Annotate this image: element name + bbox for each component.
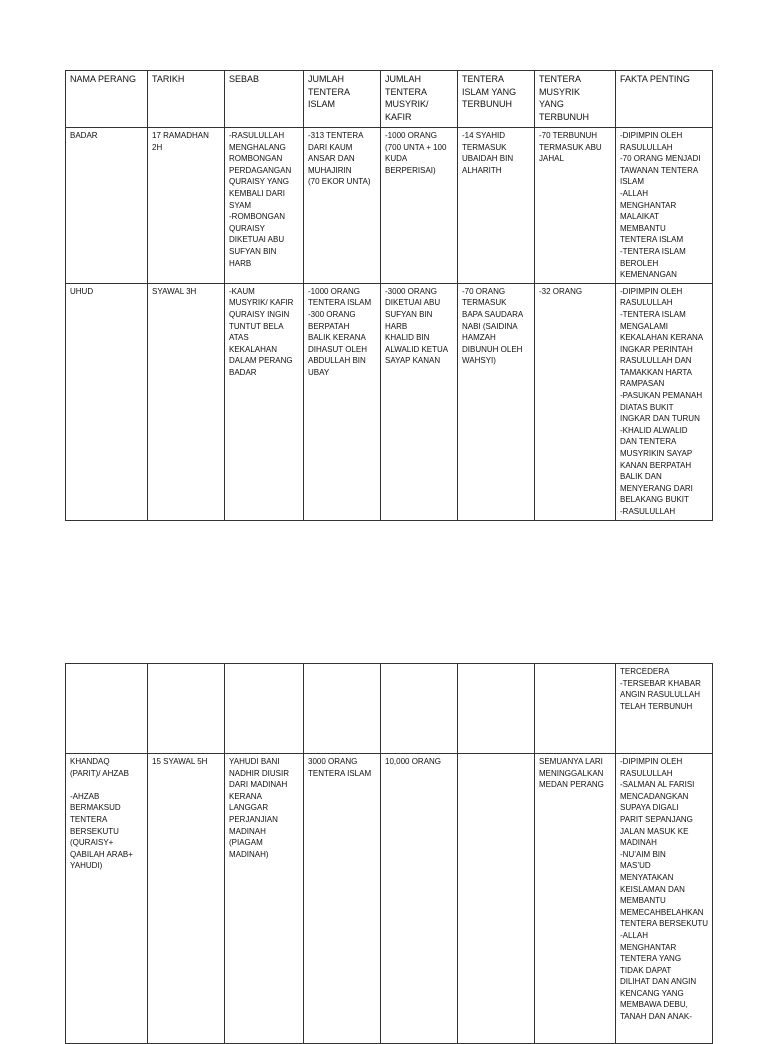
cell-fakta-penting: TERCEDERA -TERSEBAR KHABAR ANGIN RASULULLAH TELAH TERBUNUH: [616, 664, 713, 754]
cell-tentera-islam-terbunuh: [458, 664, 535, 754]
cell-jumlah-tentera-islam: 3000 ORANG TENTERA ISLAM: [304, 754, 381, 1044]
cell-sebab: YAHUDI BANI NADHIR DIUSIR DARI MADINAH KERANA LANGGAR PERJANJIAN MADINAH (PIAGAM MADINAH): [225, 754, 304, 1044]
cell-tarikh: 17 RAMADHAN 2H: [148, 128, 225, 284]
cell-sebab: -RASULULLAH MENGHALANG ROMBONGAN PERDAGANGAN QURAISY YANG KEMBALI DARI SYAM -ROMBONGAN QURAISY DIKETUAI ABU SUFYAN BIN HARB: [225, 128, 304, 284]
table-row-khandaq: [66, 754, 713, 1044]
header-tentera-islam-terbunuh: TENTERA ISLAM YANG TERBUNUH: [458, 71, 535, 128]
header-tentera-musyrik-terbunuh: TENTERA MUSYRIK YANG TERBUNUH: [535, 71, 616, 128]
cell-fakta-penting: -DIPIMPIN OLEH RASULULLAH -TENTERA ISLAM MENGALAMI KEKALAHAN KERANA INGKAR PERINTAH RASULULLAH DAN TAMAKKAN HARTA RAMPASAN -PASUKAN PEMANAH DIATAS BUKIT INGKAR DAN TURUN -KHALID ALWALID DAN TENTERA MUSYRIKIN SAYAP KANAN BERPATAH BALIK DAN MENYERANG DARI BELAKANG BUKIT -RASULULLAH: [616, 283, 713, 520]
cell-sebab: -KAUM MUSYRIK/ KAFIR QURAISY INGIN TUNTUT BELA ATAS KEKALAHAN DALAM PERANG BADAR: [225, 283, 304, 520]
table-row-badar: [66, 128, 713, 284]
cell-tarikh: 15 SYAWAL 5H: [148, 754, 225, 1044]
cell-tentera-musyrik-terbunuh: [535, 664, 616, 754]
header-jumlah-tentera-musyrik: JUMLAH TENTERA MUSYRIK/ KAFIR: [381, 71, 458, 128]
cell-jumlah-tentera-musyrik: [381, 664, 458, 754]
cell-sebab: [225, 664, 304, 754]
table-header-row: [66, 71, 713, 128]
header-fakta-penting: FAKTA PENTING: [616, 71, 713, 128]
cell-nama-perang: [66, 664, 148, 754]
cell-tentera-musyrik-terbunuh: -70 TERBUNUH TERMASUK ABU JAHAL: [535, 128, 616, 284]
cell-jumlah-tentera-musyrik: -1000 ORANG (700 UNTA + 100 KUDA BERPERISAI): [381, 128, 458, 284]
cell-tentera-islam-terbunuh: -70 ORANG TERMASUK BAPA SAUDARA NABI (SAIDINA HAMZAH DIBUNUH OLEH WAHSYI): [458, 283, 535, 520]
header-sebab: SEBAB: [225, 71, 304, 128]
cell-nama-perang: BADAR: [66, 128, 148, 284]
cell-tentera-musyrik-terbunuh: SEMUANYA LARI MENINGGALKAN MEDAN PERANG: [535, 754, 616, 1044]
cell-tarikh: SYAWAL 3H: [148, 283, 225, 520]
cell-jumlah-tentera-islam: [304, 664, 381, 754]
header-tarikh: TARIKH: [148, 71, 225, 128]
cell-nama-perang: UHUD: [66, 283, 148, 520]
cell-fakta-penting: -DIPIMPIN OLEH RASULULLAH -70 ORANG MENJADI TAWANAN TENTERA ISLAM -ALLAH MENGHANTAR MALAIKAT MEMBANTU TENTERA ISLAM -TENTERA ISLAM BEROLEH KEMENANGAN: [616, 128, 713, 284]
table-row-uhud: [66, 283, 713, 520]
cell-jumlah-tentera-islam: -1000 ORANG TENTERA ISLAM -300 ORANG BERPATAH BALIK KERANA DIHASUT OLEH ABDULLAH BIN UBAY: [304, 283, 381, 520]
cell-tarikh: [148, 664, 225, 754]
table-row-uhud-continued: [66, 664, 713, 754]
battle-table-part2: [65, 663, 713, 1044]
header-nama-perang: NAMA PERANG: [66, 71, 148, 128]
cell-jumlah-tentera-islam: -313 TENTERA DARI KAUM ANSAR DAN MUHAJIRIN (70 EKOR UNTA): [304, 128, 381, 284]
cell-tentera-musyrik-terbunuh: -32 ORANG: [535, 283, 616, 520]
cell-jumlah-tentera-musyrik: -3000 ORANG DIKETUAI ABU SUFYAN BIN HARB KHALID BIN ALWALID KETUA SAYAP KANAN: [381, 283, 458, 520]
battle-table-part1: [65, 70, 713, 521]
header-jumlah-tentera-islam: JUMLAH TENTERA ISLAM: [304, 71, 381, 128]
cell-jumlah-tentera-musyrik: 10,000 ORANG: [381, 754, 458, 1044]
cell-tentera-islam-terbunuh: [458, 754, 535, 1044]
cell-fakta-penting: -DIPIMPIN OLEH RASULULLAH -SALMAN AL FARISI MENCADANGKAN SUPAYA DIGALI PARIT SEPANJANG JALAN MASUK KE MADINAH -NU’AIM BIN MAS’UD MENYATAKAN KEISLAMAN DAN MEMBANTU MEMECAHBELAHKAN TENTERA BERSEKUTU -ALLAH MENGHANTAR TENTERA YANG TIDAK DAPAT DILIHAT DAN ANGIN KENCANG YANG MEMBAWA DEBU, TANAH DAN ANAK-: [616, 754, 713, 1044]
cell-nama-perang: KHANDAQ (PARIT)/ AHZAB -AHZAB BERMAKSUD TENTERA BERSEKUTU (QURAISY+ QABILAH ARAB+ YAHUDI): [66, 754, 148, 1044]
cell-tentera-islam-terbunuh: -14 SYAHID TERMASUK UBAIDAH BIN ALHARITH: [458, 128, 535, 284]
